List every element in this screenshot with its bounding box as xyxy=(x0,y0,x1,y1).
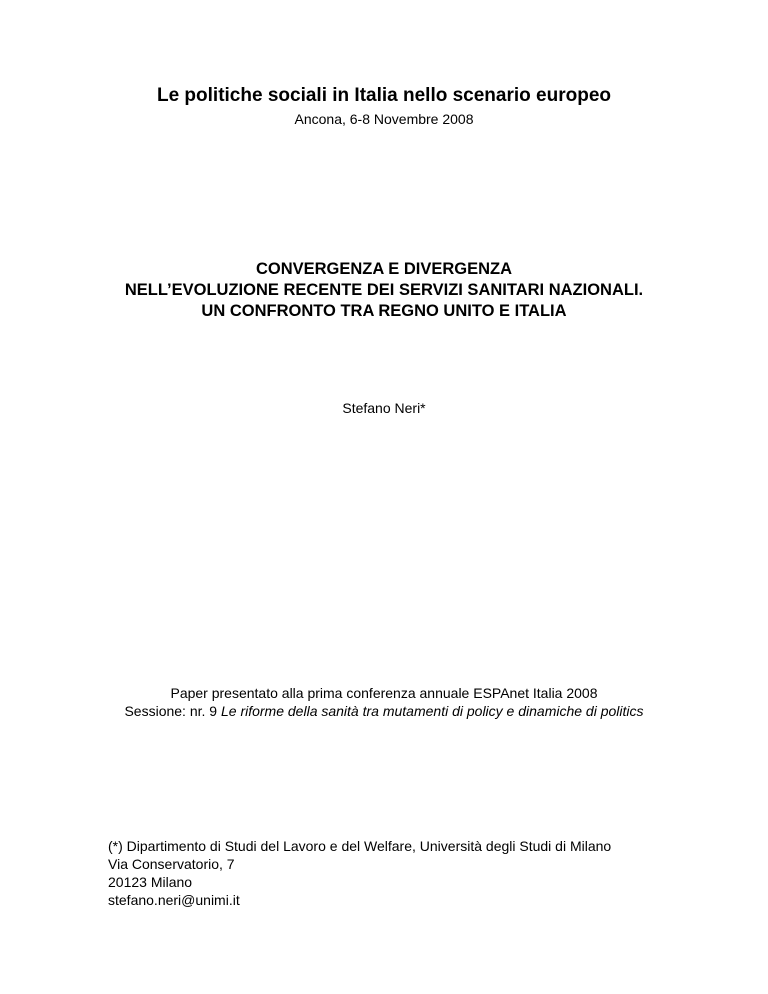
presentation-line: Paper presentato alla prima conferenza annuale ESPAnet Italia 2008 xyxy=(170,685,598,701)
session-title: Le riforme della sanità tra mutamenti di policy e dinamiche di politics xyxy=(220,703,644,719)
affiliation xyxy=(108,837,611,909)
affiliation-city: 20123 Milano xyxy=(108,874,193,890)
affiliation-department: (*) Dipartimento di Studi del Lavoro e del Welfare, Università degli Studi di Milano xyxy=(108,838,612,854)
session-line xyxy=(0,702,768,720)
affiliation-street: Via Conservatorio, 7 xyxy=(108,856,235,872)
conference-subtitle: Ancona, 6-8 Novembre 2008 xyxy=(294,111,474,127)
presentation-info xyxy=(0,684,768,720)
paper-title-line-3: UN CONFRONTO TRA REGNO UNITO E ITALIA xyxy=(201,302,567,320)
paper-title-line-2: NELL’EVOLUZIONE RECENTE DEI SERVIZI SANITARI NAZIONALI. xyxy=(124,281,644,299)
session-prefix: Sessione: nr. 9 xyxy=(124,703,221,719)
conference-title: Le politiche sociali in Italia nello scenario europeo xyxy=(156,85,611,106)
paper-title xyxy=(0,259,768,322)
author-name: Stefano Neri* xyxy=(342,400,426,416)
paper-title-line-1: CONVERGENZA E DIVERGENZA xyxy=(255,260,513,278)
affiliation-email[interactable]: stefano.neri@unimi.it xyxy=(108,892,240,908)
